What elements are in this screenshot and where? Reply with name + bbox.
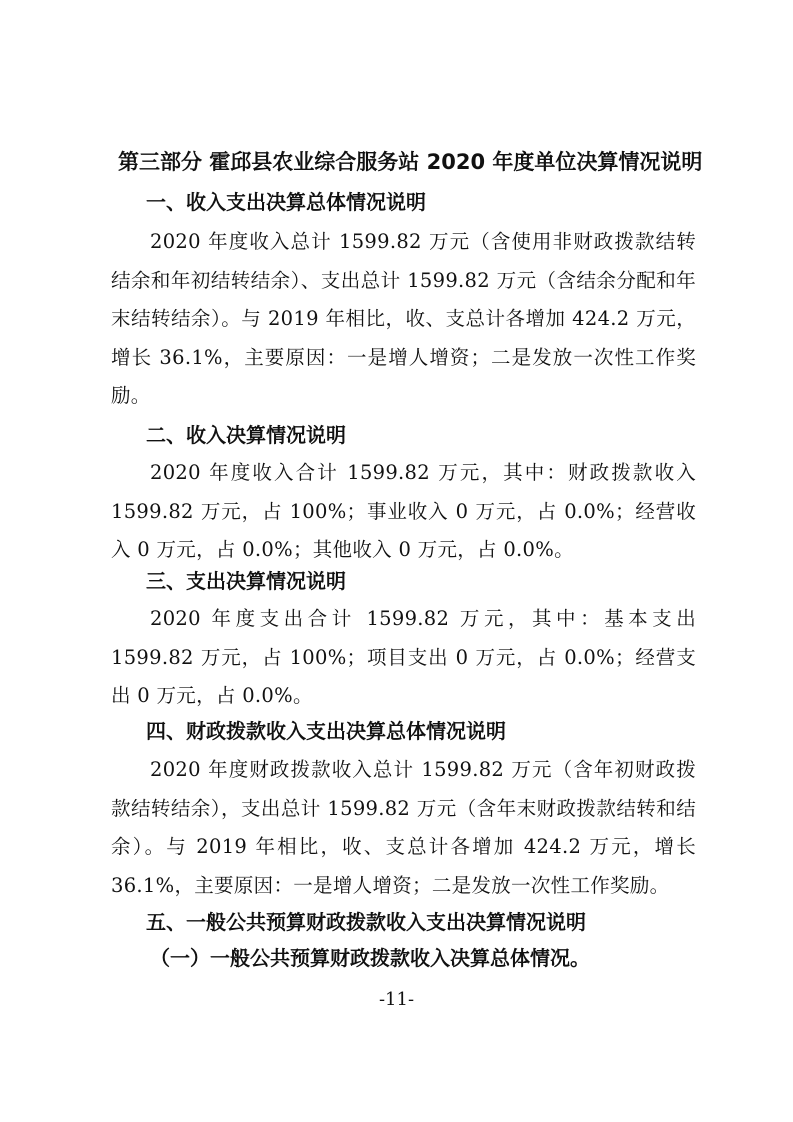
section-body-1: 2020 年度收入总计 1599.82 万元（含使用非财政拨款结转结余和年初结转结余）、支出总计 1599.82 万元（含结余分配和年末结转结余）。与 2019 年相比，收、支总计各增加 424.2 万元，增长 36.1%，主要原因：一是增人增资；二是发放一次性工作奖励。 — [111, 230, 696, 407]
document-title: 第三部分 霍邱县农业综合服务站 2020 年度单位决算情况说明 — [118, 150, 703, 174]
section-heading-2: 二、收入决算情况说明 — [146, 423, 346, 447]
section-heading-1: 一、收入支出决算总体情况说明 — [146, 190, 426, 214]
page-number: -11- — [378, 989, 415, 1010]
section-body-3: 2020 年度支出合计 1599.82 万元，其中：基本支出 1599.82 万元，占 100%；项目支出 0 万元，占 0.0%；经营支出 0 万元，占 0.0%。 — [111, 607, 696, 707]
section-heading-3: 三、支出决算情况说明 — [146, 569, 346, 593]
subsection-heading: （一）一般公共预算财政拨款收入决算总体情况。 — [150, 946, 590, 970]
section-body-4: 2020 年度财政拨款收入总计 1599.82 万元（含年初财政拨款结转结余），支出总计 1599.82 万元（含年末财政拨款结转和结余）。与 2019 年相比，收、支总计各增加 424.2 万元，增长 36.1%，主要原因：一是增人增资；二是发放一次性工作奖励。 — [111, 758, 696, 897]
section-heading-5: 五、一般公共预算财政拨款收入支出决算情况说明 — [146, 910, 586, 934]
section-heading-4: 四、财政拨款收入支出决算总体情况说明 — [146, 719, 506, 743]
section-body-2: 2020 年度收入合计 1599.82 万元，其中：财政拨款收入 1599.82 万元，占 100%；事业收入 0 万元，占 0.0%；经营收入 0 万元，占 0.0%；其他收入 0 万元，占 0.0%。 — [111, 461, 696, 561]
